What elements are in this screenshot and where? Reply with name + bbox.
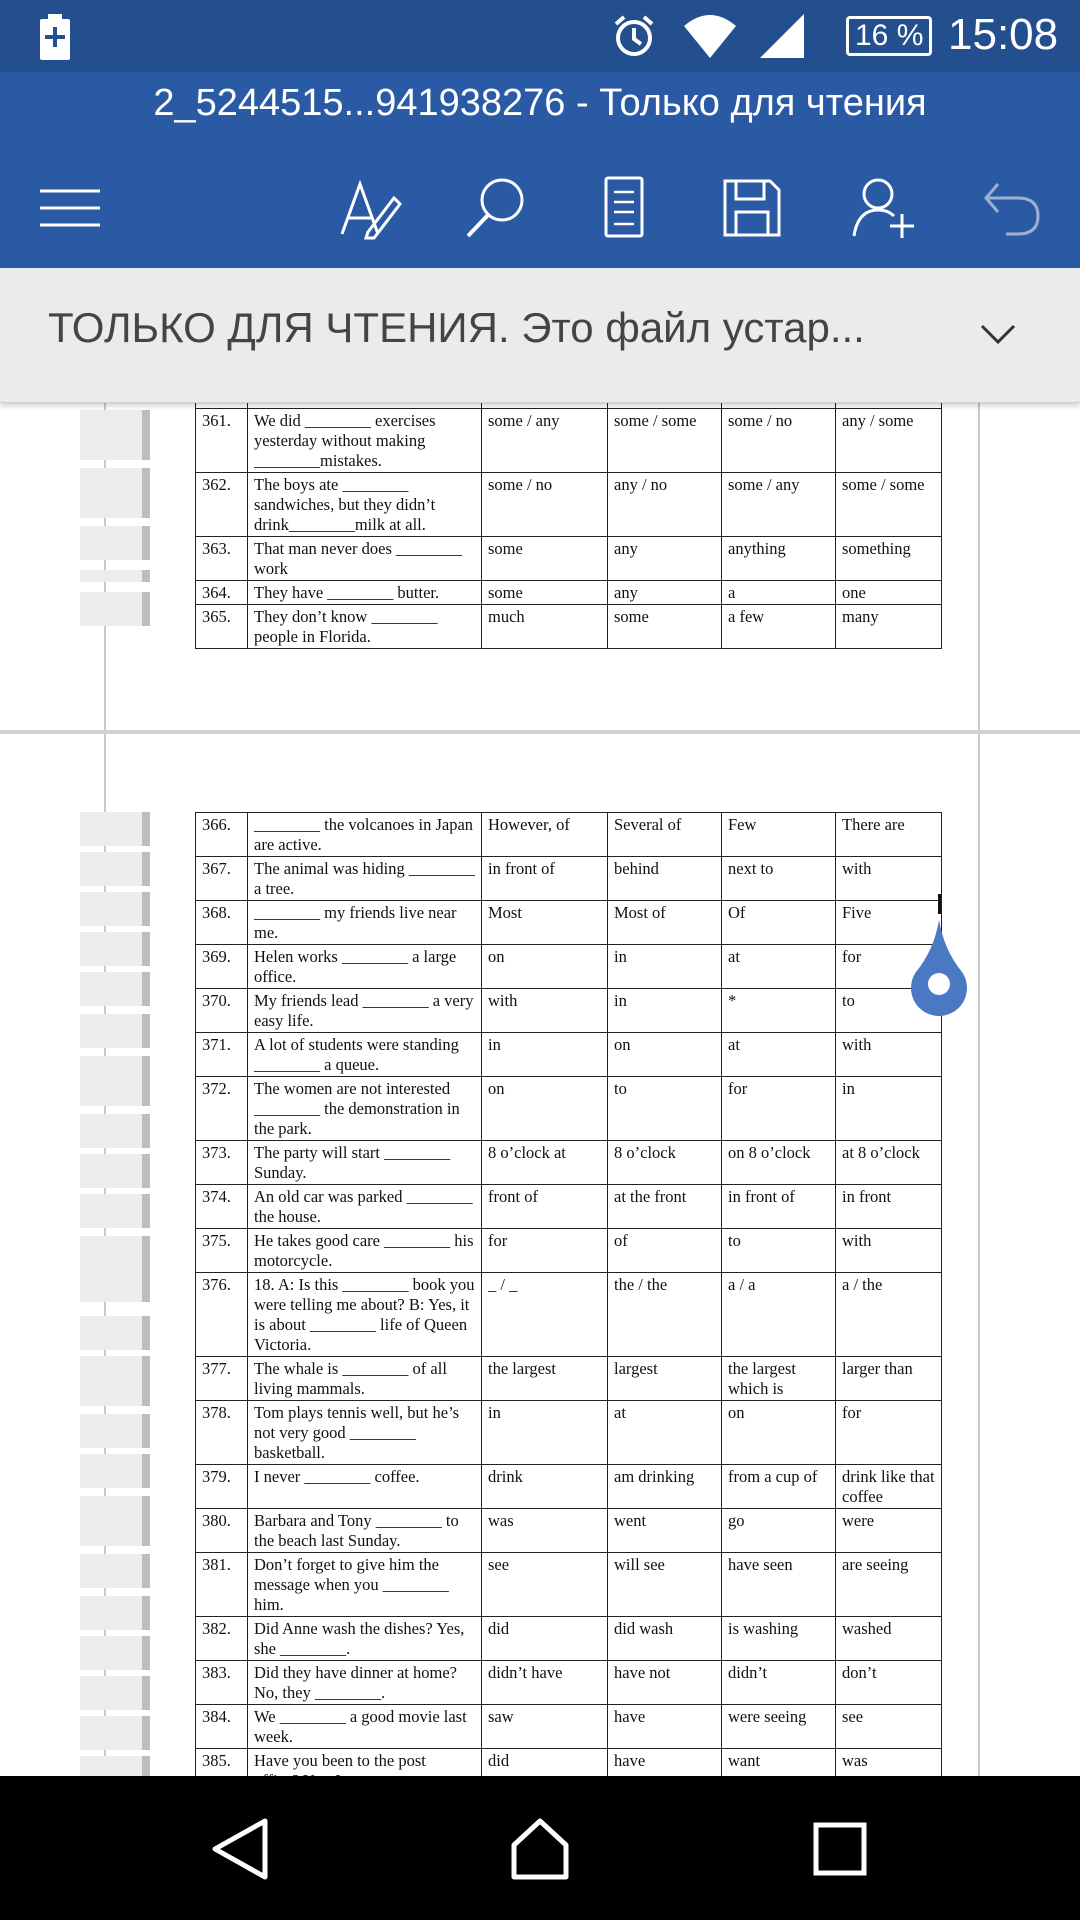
menu-button[interactable] bbox=[28, 168, 112, 252]
row-number: 383. bbox=[196, 1661, 248, 1705]
option-c: Of bbox=[722, 901, 836, 945]
row-number: 376. bbox=[196, 1273, 248, 1357]
margin-mark bbox=[80, 1554, 150, 1588]
option-c: didn’t bbox=[722, 1661, 836, 1705]
undo-icon bbox=[982, 180, 1042, 241]
option-d: some / some bbox=[836, 473, 942, 537]
option-d: in front bbox=[836, 1185, 942, 1229]
menu-icon bbox=[38, 188, 102, 233]
margin-mark bbox=[80, 852, 150, 886]
question-cell: Barbara and Tony ________ to the beach last Sunday. bbox=[248, 1509, 482, 1553]
option-a: for bbox=[482, 1229, 608, 1273]
margin-mark bbox=[80, 468, 150, 518]
table-row bbox=[196, 1509, 942, 1553]
home-icon bbox=[508, 1817, 572, 1886]
margin-mark bbox=[80, 1014, 150, 1048]
margin-mark bbox=[80, 410, 150, 460]
table-row bbox=[196, 409, 942, 473]
row-number: 364. bbox=[196, 581, 248, 605]
option-a: However, of bbox=[482, 813, 608, 857]
option-a: in bbox=[482, 1033, 608, 1077]
option-b: 8 o’clock bbox=[608, 1141, 722, 1185]
row-number: 375. bbox=[196, 1229, 248, 1273]
question-cell: The party will start ________ Sunday. bbox=[248, 1141, 482, 1185]
option-a: was bbox=[482, 1509, 608, 1553]
option-c: the largest which is bbox=[722, 1357, 836, 1401]
option-d: with bbox=[836, 1229, 942, 1273]
row-number: 370. bbox=[196, 989, 248, 1033]
option-b: on bbox=[608, 1033, 722, 1077]
option-d: something bbox=[836, 537, 942, 581]
row-number: 365. bbox=[196, 605, 248, 649]
recents-icon bbox=[812, 1821, 868, 1882]
draw-pen-icon bbox=[338, 176, 402, 245]
question-cell: We ________ a good movie last week. bbox=[248, 1705, 482, 1749]
questions-body-1 bbox=[196, 409, 942, 649]
option-b: Most of bbox=[608, 901, 722, 945]
option-b: am drinking bbox=[608, 1465, 722, 1509]
question-cell: 18. A: Is this ________ book you were telling me about? B: Yes, it is about ________ life of Queen Victoria. bbox=[248, 1273, 482, 1357]
option-d: are seeing bbox=[836, 1553, 942, 1617]
option-d: were bbox=[836, 1509, 942, 1553]
option-c: were seeing bbox=[722, 1705, 836, 1749]
search-icon bbox=[464, 176, 528, 245]
option-c: next to bbox=[722, 857, 836, 901]
margin-mark bbox=[80, 1236, 150, 1302]
question-cell: The animal was hiding ________ a tree. bbox=[248, 857, 482, 901]
option-b: behind bbox=[608, 857, 722, 901]
table-row bbox=[196, 1465, 942, 1509]
option-b: some bbox=[608, 605, 722, 649]
row-number: 368. bbox=[196, 901, 248, 945]
signal-icon bbox=[758, 12, 806, 65]
table-row bbox=[196, 1229, 942, 1273]
margin-mark bbox=[80, 1114, 150, 1148]
option-a: did bbox=[482, 1617, 608, 1661]
notice-text: ТОЛЬКО ДЛЯ ЧТЕНИЯ. Это файл устар... bbox=[48, 304, 865, 351]
margin-mark bbox=[80, 1596, 150, 1630]
option-c: a few bbox=[722, 605, 836, 649]
table-row bbox=[196, 1553, 942, 1617]
option-a: 8 o’clock at bbox=[482, 1141, 608, 1185]
option-c: * bbox=[722, 989, 836, 1033]
option-c: some / no bbox=[722, 409, 836, 473]
question-cell: An old car was parked ________ the house. bbox=[248, 1185, 482, 1229]
option-c: on 8 o’clock bbox=[722, 1141, 836, 1185]
reading-view-button[interactable] bbox=[582, 168, 666, 252]
option-b: any / no bbox=[608, 473, 722, 537]
undo-button[interactable] bbox=[970, 168, 1054, 252]
option-a: _ / _ bbox=[482, 1273, 608, 1357]
option-a: on bbox=[482, 945, 608, 989]
option-d: was bbox=[836, 1749, 942, 1793]
option-c: at bbox=[722, 1033, 836, 1077]
question-cell: We did ________ exercises yesterday without making ________mistakes. bbox=[248, 409, 482, 473]
option-a: did bbox=[482, 1749, 608, 1793]
option-b: will see bbox=[608, 1553, 722, 1617]
save-icon bbox=[722, 178, 782, 243]
option-a: some / any bbox=[482, 409, 608, 473]
question-cell: Did Anne wash the dishes? Yes, she ________. bbox=[248, 1617, 482, 1661]
option-c: at bbox=[722, 945, 836, 989]
row-number: 373. bbox=[196, 1141, 248, 1185]
table-row bbox=[196, 1357, 942, 1401]
question-cell: I never ________ coffee. bbox=[248, 1465, 482, 1509]
table-row bbox=[196, 1273, 942, 1357]
option-c: on bbox=[722, 1401, 836, 1465]
status-bar bbox=[0, 0, 1080, 72]
option-c: have seen bbox=[722, 1553, 836, 1617]
margin-mark bbox=[80, 1676, 150, 1710]
table-row bbox=[196, 1141, 942, 1185]
option-a: some bbox=[482, 581, 608, 605]
row-number: 367. bbox=[196, 857, 248, 901]
option-c: from a cup of bbox=[722, 1465, 836, 1509]
wifi-icon bbox=[682, 12, 738, 65]
option-c: Few bbox=[722, 813, 836, 857]
option-c: is washing bbox=[722, 1617, 836, 1661]
option-a: in front of bbox=[482, 857, 608, 901]
option-d: Five bbox=[836, 901, 942, 945]
option-a: some / no bbox=[482, 473, 608, 537]
row-number: 371. bbox=[196, 1033, 248, 1077]
margin-mark bbox=[80, 1356, 150, 1406]
row-number: 377. bbox=[196, 1357, 248, 1401]
table-row bbox=[196, 1185, 942, 1229]
clock: 15:08 bbox=[948, 10, 1059, 59]
question-cell: He takes good care ________ his motorcycle. bbox=[248, 1229, 482, 1273]
question-cell: The boys ate ________ sandwiches, but they didn’t drink________milk at all. bbox=[248, 473, 482, 537]
row-number: 369. bbox=[196, 945, 248, 989]
question-cell: Helen works ________ a large office. bbox=[248, 945, 482, 989]
navigation-bar bbox=[0, 1776, 1080, 1920]
option-c: anything bbox=[722, 537, 836, 581]
option-d: in bbox=[836, 1077, 942, 1141]
draw-button[interactable] bbox=[328, 168, 412, 252]
row-number: 379. bbox=[196, 1465, 248, 1509]
table-row bbox=[196, 989, 942, 1033]
option-a: see bbox=[482, 1553, 608, 1617]
option-a: on bbox=[482, 1077, 608, 1141]
table-row bbox=[196, 813, 942, 857]
row-number: 381. bbox=[196, 1553, 248, 1617]
option-b: at bbox=[608, 1401, 722, 1465]
option-c: go bbox=[722, 1509, 836, 1553]
margin-mark bbox=[80, 972, 150, 1006]
option-d: drink like that coffee bbox=[836, 1465, 942, 1509]
option-c: want bbox=[722, 1749, 836, 1793]
option-b: some / some bbox=[608, 409, 722, 473]
option-b: of bbox=[608, 1229, 722, 1273]
option-a: the largest bbox=[482, 1357, 608, 1401]
table-row bbox=[196, 1033, 942, 1077]
row-number: 366. bbox=[196, 813, 248, 857]
option-c: for bbox=[722, 1077, 836, 1141]
option-b: did wash bbox=[608, 1617, 722, 1661]
margin-mark bbox=[80, 526, 150, 560]
reading-view-icon bbox=[602, 176, 646, 245]
margin-mark bbox=[80, 1636, 150, 1670]
recents-button[interactable] bbox=[795, 1806, 885, 1896]
table-row bbox=[196, 1705, 942, 1749]
table-row bbox=[196, 537, 942, 581]
option-d: see bbox=[836, 1705, 942, 1749]
table-row bbox=[196, 857, 942, 901]
row-number: 363. bbox=[196, 537, 248, 581]
question-cell: The whale is ________ of all living mammals. bbox=[248, 1357, 482, 1401]
option-c: some / any bbox=[722, 473, 836, 537]
battery-percent: 16 % bbox=[846, 16, 932, 56]
margin-mark bbox=[80, 1756, 150, 1776]
text-cursor bbox=[938, 894, 941, 914]
home-button[interactable] bbox=[495, 1806, 585, 1896]
margin-mark bbox=[80, 1154, 150, 1188]
option-b: to bbox=[608, 1077, 722, 1141]
option-b: Several of bbox=[608, 813, 722, 857]
table-row bbox=[196, 1077, 942, 1141]
option-b: largest bbox=[608, 1357, 722, 1401]
option-b: any bbox=[608, 537, 722, 581]
option-c: in front of bbox=[722, 1185, 836, 1229]
questions-table-2 bbox=[195, 812, 942, 1861]
table-row bbox=[196, 945, 942, 989]
option-d: any / some bbox=[836, 409, 942, 473]
table-row bbox=[196, 1617, 942, 1661]
option-d: washed bbox=[836, 1617, 942, 1661]
option-d: don’t bbox=[836, 1661, 942, 1705]
row-number: 380. bbox=[196, 1509, 248, 1553]
option-d: a / the bbox=[836, 1273, 942, 1357]
question-cell: Don’t forget to give him the message when you ________ him. bbox=[248, 1553, 482, 1617]
question-cell: ________ my friends live near me. bbox=[248, 901, 482, 945]
option-d: at 8 o’clock bbox=[836, 1141, 942, 1185]
back-icon bbox=[209, 1817, 273, 1886]
questions-body-2 bbox=[196, 813, 942, 1861]
document-canvas[interactable] bbox=[0, 402, 1080, 1776]
questions-table-1 bbox=[195, 392, 942, 649]
margin-mark bbox=[80, 932, 150, 966]
cursor-handle[interactable] bbox=[910, 920, 968, 1014]
back-button[interactable] bbox=[196, 1806, 286, 1896]
margin-mark bbox=[80, 812, 150, 846]
option-a: saw bbox=[482, 1705, 608, 1749]
question-cell: Have you been to the post bbox=[248, 1749, 482, 1793]
alarm-icon bbox=[610, 12, 658, 65]
option-a: in bbox=[482, 1401, 608, 1465]
question-cell: The women are not interested ________ the demonstration in the park. bbox=[248, 1077, 482, 1141]
option-d: There are bbox=[836, 813, 942, 857]
margin-mark bbox=[80, 1414, 150, 1448]
option-a: drink bbox=[482, 1465, 608, 1509]
option-a: some bbox=[482, 537, 608, 581]
margin-mark bbox=[80, 592, 150, 626]
document-title: 2_5244515...941938276 - Только для чтения bbox=[153, 82, 927, 124]
margin-mark bbox=[80, 1056, 150, 1106]
table-row bbox=[196, 605, 942, 649]
option-a: with bbox=[482, 989, 608, 1033]
option-c: to bbox=[722, 1229, 836, 1273]
question-cell: My friends lead ________ a very easy life. bbox=[248, 989, 482, 1033]
margin-mark bbox=[80, 1454, 150, 1488]
option-c: a / a bbox=[722, 1273, 836, 1357]
option-d: for bbox=[836, 1401, 942, 1465]
margin-mark bbox=[80, 1496, 150, 1546]
row-number: 382. bbox=[196, 1617, 248, 1661]
table-row bbox=[196, 581, 942, 605]
share-person-icon bbox=[852, 176, 916, 245]
option-b: the / the bbox=[608, 1273, 722, 1357]
option-d: one bbox=[836, 581, 942, 605]
question-cell: Tom plays tennis well, but he’s not very good ________ basketball. bbox=[248, 1401, 482, 1465]
table-row bbox=[196, 901, 942, 945]
option-a: didn’t have bbox=[482, 1661, 608, 1705]
option-b: in bbox=[608, 989, 722, 1033]
margin-mark bbox=[80, 1716, 150, 1750]
table-row bbox=[196, 473, 942, 537]
option-c: a bbox=[722, 581, 836, 605]
option-d: larger than bbox=[836, 1357, 942, 1401]
table-row bbox=[196, 1661, 942, 1705]
table-row bbox=[196, 1401, 942, 1465]
row-number: 361. bbox=[196, 409, 248, 473]
option-b: have bbox=[608, 1749, 722, 1793]
option-d: many bbox=[836, 605, 942, 649]
row-number: 374. bbox=[196, 1185, 248, 1229]
read-only-notice[interactable] bbox=[0, 268, 1080, 403]
row-number: 378. bbox=[196, 1401, 248, 1465]
option-d: to bbox=[836, 989, 942, 1033]
option-a: much bbox=[482, 605, 608, 649]
option-b: went bbox=[608, 1509, 722, 1553]
margin-mark bbox=[80, 892, 150, 926]
battery-charging-icon bbox=[38, 14, 72, 65]
question-cell: That man never does ________ work bbox=[248, 537, 482, 581]
option-d: with bbox=[836, 1033, 942, 1077]
search-button[interactable] bbox=[454, 168, 538, 252]
question-cell: They have ________ butter. bbox=[248, 581, 482, 605]
question-cell: Did they have dinner at home? No, they ________. bbox=[248, 1661, 482, 1705]
margin-mark bbox=[80, 1194, 150, 1228]
app-bar bbox=[0, 72, 1080, 268]
option-b: have bbox=[608, 1705, 722, 1749]
row-number: 362. bbox=[196, 473, 248, 537]
share-button[interactable] bbox=[842, 168, 926, 252]
margin-mark bbox=[80, 1316, 150, 1350]
option-b: any bbox=[608, 581, 722, 605]
row-number: 384. bbox=[196, 1705, 248, 1749]
option-b: at the front bbox=[608, 1185, 722, 1229]
option-a: Most bbox=[482, 901, 608, 945]
option-d: with bbox=[836, 857, 942, 901]
question-cell: They don’t know ________ people in Florida. bbox=[248, 605, 482, 649]
row-number: 372. bbox=[196, 1077, 248, 1141]
question-cell: ________ the volcanoes in Japan are active. bbox=[248, 813, 482, 857]
question-cell: A lot of students were standing ________ a queue. bbox=[248, 1033, 482, 1077]
save-button[interactable] bbox=[710, 168, 794, 252]
option-a: front of bbox=[482, 1185, 608, 1229]
option-d: for bbox=[836, 945, 942, 989]
option-b: have not bbox=[608, 1661, 722, 1705]
margin-mark bbox=[80, 570, 150, 582]
row-number: 385. bbox=[196, 1749, 248, 1793]
option-b: in bbox=[608, 945, 722, 989]
chevron-down-icon[interactable] bbox=[978, 320, 1018, 353]
